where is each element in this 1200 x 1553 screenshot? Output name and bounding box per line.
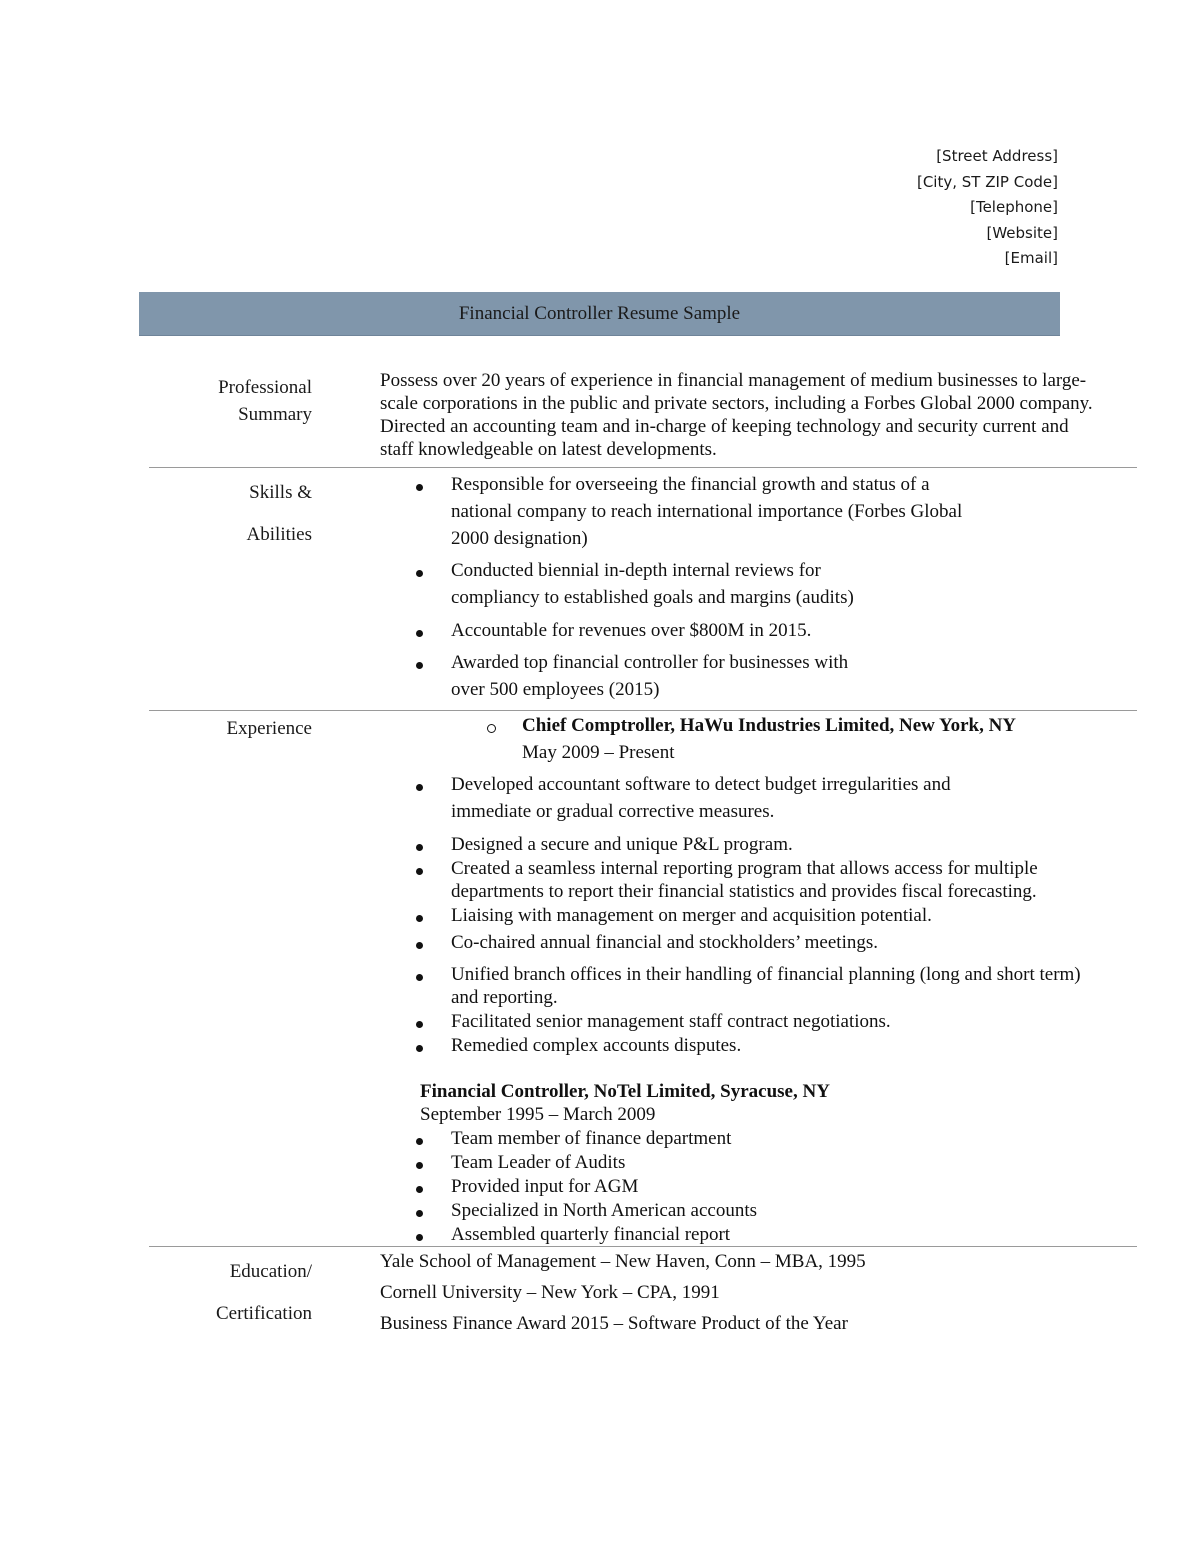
education-label <box>150 1251 312 1335</box>
job1-item-6-line-2: and reporting. <box>451 987 558 1008</box>
skill-item-1-line-3: 2000 designation) <box>451 528 588 549</box>
job1-item-1-line-2: immediate or gradual corrective measures. <box>451 801 775 822</box>
education-line-2: Cornell University – New York – CPA, 1991 <box>380 1282 720 1303</box>
bullet-icon <box>416 974 423 981</box>
resume-title: Financial Controller Resume Sample <box>458 302 741 324</box>
section-divider <box>149 710 1137 711</box>
bullet-icon <box>416 1138 423 1145</box>
job1-item-5-line-1: Co-chaired annual financial and stockholders’ meetings. <box>451 932 878 953</box>
summary-line-2: scale corporations in the public and private sectors, including a Forbes Global 2000 company. <box>380 393 1093 414</box>
education-line-1: Yale School of Management – New Haven, Conn – MBA, 1995 <box>380 1251 866 1272</box>
job1-item-3-line-2: departments to report their financial statistics and provides fiscal forecasting. <box>451 881 1037 902</box>
telephone: [Telephone] <box>970 198 1058 217</box>
job2-title: Financial Controller, NoTel Limited, Syracuse, NY <box>420 1081 830 1102</box>
skill-item-4-line-1: Awarded top financial controller for businesses with <box>451 652 849 673</box>
job1-item-4-line-1: Liaising with management on merger and acquisition potential. <box>451 905 932 926</box>
education-line-3: Business Finance Award 2015 – Software Product of the Year <box>380 1313 848 1334</box>
job2-dates: September 1995 – March 2009 <box>420 1104 656 1125</box>
summary-line-3: Directed an accounting team and in-charge of keeping technology and security current and <box>380 416 1069 437</box>
skill-item-2-line-2: compliancy to established goals and margins (audits) <box>451 587 854 608</box>
skill-item-2-line-1: Conducted biennial in-depth internal reviews for <box>451 560 821 581</box>
job2-item-3: Provided input for AGM <box>451 1176 639 1197</box>
bullet-icon <box>416 784 423 791</box>
job2-item-5: Assembled quarterly financial report <box>451 1224 731 1245</box>
job1-item-6-line-1: Unified branch offices in their handling of financial planning (long and short term) <box>451 964 1081 985</box>
job1-title: Chief Comptroller, HaWu Industries Limited, New York, NY <box>522 715 1017 736</box>
job2-item-1: Team member of finance department <box>451 1128 732 1149</box>
summary-line-4: staff knowledgeable on latest developments. <box>380 439 717 460</box>
bullet-icon <box>416 1234 423 1241</box>
job2-item-2: Team Leader of Audits <box>451 1152 626 1173</box>
bullet-icon <box>416 1045 423 1052</box>
city-state-zip: [City, ST ZIP Code] <box>916 172 1058 191</box>
bullet-icon <box>416 1021 423 1028</box>
contact-block <box>917 144 1058 272</box>
job1-item-3-line-1: Created a seamless internal reporting program that allows access for multiple <box>451 858 1038 879</box>
skills-label-line-2: Abilities <box>246 524 312 545</box>
skills-label <box>150 472 312 556</box>
bullet-icon <box>416 630 423 637</box>
summary-label <box>150 374 312 428</box>
bullet-icon <box>416 1210 423 1217</box>
job1-item-8-line-1: Remedied complex accounts disputes. <box>451 1035 742 1056</box>
bullet-icon <box>416 844 423 851</box>
summary-label-line-2: Summary <box>238 404 312 425</box>
skills-label-line-1: Skills & <box>249 482 312 503</box>
summary-line-1: Possess over 20 years of experience in financial management of medium businesses to large- <box>380 370 1087 391</box>
job1-item-7-line-1: Facilitated senior management staff contract negotiations. <box>451 1011 891 1032</box>
job2-item-4: Specialized in North American accounts <box>451 1200 758 1221</box>
bullet-icon <box>416 662 423 669</box>
job1-dates: May 2009 – Present <box>522 742 675 763</box>
skill-item-1-line-2: national company to reach international importance (Forbes Global <box>451 501 963 522</box>
experience-label: Experience <box>226 718 312 739</box>
job1-item-1-line-1: Developed accountant software to detect budget irregularities and <box>451 774 951 795</box>
bullet-icon <box>416 868 423 875</box>
street-address: [Street Address] <box>936 147 1058 165</box>
resume-title-bar <box>139 292 1060 336</box>
summary-label-line-1: Professional <box>218 377 312 398</box>
bullet-icon <box>416 570 423 577</box>
circle-bullet-icon <box>487 724 496 733</box>
bullet-icon <box>416 484 423 491</box>
bullet-icon <box>416 942 423 949</box>
education-label-line-2: Certification <box>215 1303 312 1324</box>
website: [Website] <box>986 223 1058 242</box>
bullet-icon <box>416 1186 423 1193</box>
job1-item-2-line-1: Designed a secure and unique P&L program. <box>451 834 793 855</box>
skill-item-4-line-2: over 500 employees (2015) <box>451 679 660 700</box>
skill-item-1-line-1: Responsible for overseeing the financial growth and status of a <box>451 474 930 495</box>
email: [Email] <box>1004 249 1058 268</box>
bullet-icon <box>416 915 423 922</box>
education-label-line-1: Education/ <box>229 1261 312 1282</box>
section-divider <box>149 1246 1137 1247</box>
section-divider <box>149 467 1137 468</box>
skill-item-3-line-1: Accountable for revenues over $800M in 2015. <box>451 620 812 641</box>
bullet-icon <box>416 1162 423 1169</box>
